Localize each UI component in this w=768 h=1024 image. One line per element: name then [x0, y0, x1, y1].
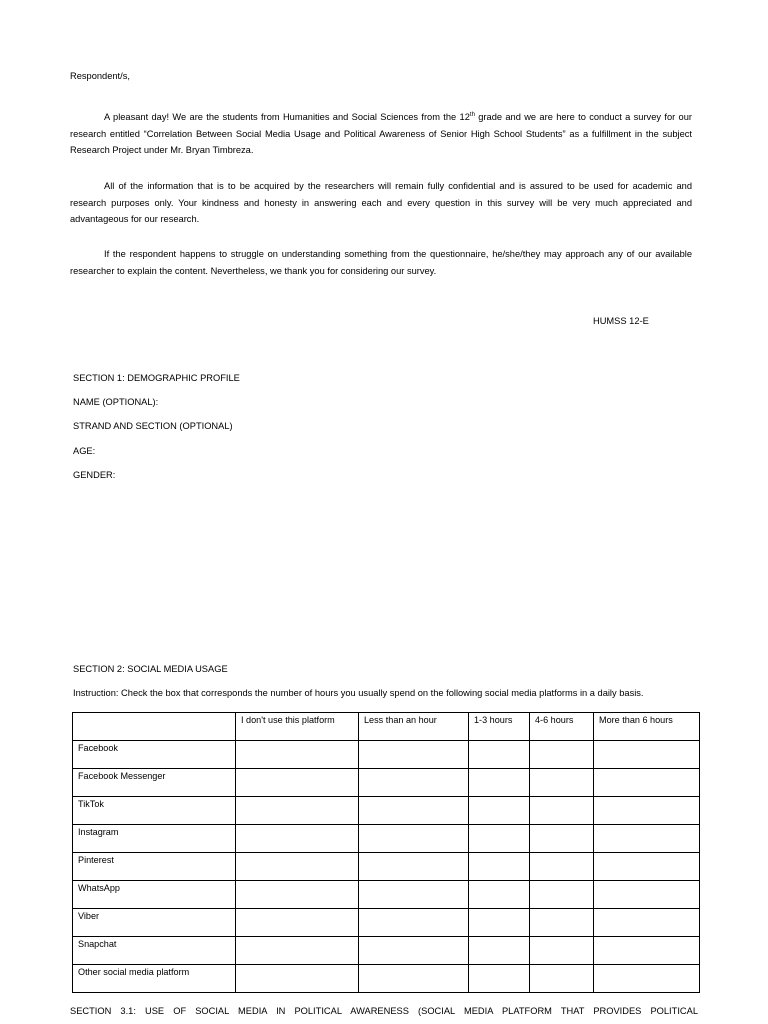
section2-title: SECTION 2: SOCIAL MEDIA USAGE: [73, 664, 228, 674]
platform-name: Facebook Messenger: [73, 769, 236, 797]
usage-checkbox-cell[interactable]: [530, 881, 594, 909]
intro-paragraph-text-cont: grade and we are here to conduct a survey for our research entitled “Correlation Between Social Media Usage and Political Awareness of Senior High School Students” as a fulfillment in the subject Research Project under Mr. Bryan Timbreza.: [70, 112, 692, 155]
section1-title: SECTION 1: DEMOGRAPHIC PROFILE: [73, 373, 240, 383]
hours-column-header: Less than an hour: [359, 713, 469, 741]
usage-checkbox-cell[interactable]: [530, 769, 594, 797]
usage-checkbox-cell[interactable]: [530, 853, 594, 881]
usage-checkbox-cell[interactable]: [594, 937, 700, 965]
table-row: [73, 881, 700, 909]
usage-checkbox-cell[interactable]: [594, 909, 700, 937]
usage-checkbox-cell[interactable]: [469, 909, 530, 937]
table-row: [73, 965, 700, 993]
usage-checkbox-cell[interactable]: [359, 853, 469, 881]
section2-instruction: Instruction: Check the box that corresponds the number of hours you usually spend on the following social media platforms in a daily basis.: [73, 688, 644, 698]
hours-column-header: 4-6 hours: [530, 713, 594, 741]
hours-column-header: More than 6 hours: [594, 713, 700, 741]
ordinal-superscript: th: [469, 111, 475, 118]
platform-column-header: [73, 713, 236, 741]
platform-name: Pinterest: [73, 853, 236, 881]
usage-checkbox-cell[interactable]: [530, 825, 594, 853]
demographic-field-label: STRAND AND SECTION (OPTIONAL): [73, 421, 233, 431]
salutation: Respondent/s,: [70, 71, 130, 81]
usage-checkbox-cell[interactable]: [469, 937, 530, 965]
usage-checkbox-cell[interactable]: [236, 741, 359, 769]
usage-checkbox-cell[interactable]: [469, 797, 530, 825]
usage-checkbox-cell[interactable]: [236, 881, 359, 909]
hours-column-header: 1-3 hours: [469, 713, 530, 741]
platform-name: Snapchat: [73, 937, 236, 965]
usage-table: [72, 712, 700, 993]
usage-checkbox-cell[interactable]: [530, 937, 594, 965]
usage-checkbox-cell[interactable]: [236, 909, 359, 937]
section3-title: SECTION 3.1: USE OF SOCIAL MEDIA IN POLITICAL AWARENESS (SOCIAL MEDIA PLATFORM THAT PROVIDES POLITICAL: [70, 1006, 698, 1016]
usage-checkbox-cell[interactable]: [594, 853, 700, 881]
usage-checkbox-cell[interactable]: [530, 741, 594, 769]
usage-checkbox-cell[interactable]: [236, 853, 359, 881]
usage-checkbox-cell[interactable]: [359, 825, 469, 853]
usage-checkbox-cell[interactable]: [236, 769, 359, 797]
table-row: [73, 741, 700, 769]
usage-checkbox-cell[interactable]: [359, 797, 469, 825]
usage-checkbox-cell[interactable]: [359, 909, 469, 937]
usage-checkbox-cell[interactable]: [359, 741, 469, 769]
usage-checkbox-cell[interactable]: [594, 881, 700, 909]
usage-checkbox-cell[interactable]: [530, 965, 594, 993]
usage-checkbox-cell[interactable]: [469, 853, 530, 881]
platform-name: Instagram: [73, 825, 236, 853]
table-row: [73, 909, 700, 937]
usage-checkbox-cell[interactable]: [530, 797, 594, 825]
usage-checkbox-cell[interactable]: [359, 769, 469, 797]
platform-name: Other social media platform: [73, 965, 236, 993]
signature: HUMSS 12-E: [593, 316, 649, 326]
usage-checkbox-cell[interactable]: [594, 797, 700, 825]
intro-paragraph: [70, 109, 692, 159]
table-row: [73, 853, 700, 881]
table-row: [73, 769, 700, 797]
platform-name: TikTok: [73, 797, 236, 825]
usage-checkbox-cell[interactable]: [530, 909, 594, 937]
confidentiality-paragraph: All of the information that is to be acquired by the researchers will remain fully confidential and is assured to be used for academic and research purposes only. Your kindness and honesty in answering each and every question in this survey will be very much appreciated and advantageous for our research.: [70, 181, 692, 224]
platform-name: WhatsApp: [73, 881, 236, 909]
demographic-field-label: AGE:: [73, 446, 96, 456]
usage-checkbox-cell[interactable]: [236, 825, 359, 853]
table-row: [73, 797, 700, 825]
intro-paragraph-text: A pleasant day! We are the students from Humanities and Social Sciences from the 12: [104, 112, 470, 122]
usage-checkbox-cell[interactable]: [236, 797, 359, 825]
usage-checkbox-cell[interactable]: [469, 769, 530, 797]
hours-column-header: I don't use this platform: [236, 713, 359, 741]
usage-checkbox-cell[interactable]: [359, 937, 469, 965]
demographic-field-label: GENDER:: [73, 470, 116, 480]
demographic-field-label: NAME (OPTIONAL):: [73, 397, 159, 407]
table-row: [73, 937, 700, 965]
usage-checkbox-cell[interactable]: [236, 965, 359, 993]
table-header-row: [73, 713, 700, 741]
platform-name: Viber: [73, 909, 236, 937]
usage-checkbox-cell[interactable]: [236, 937, 359, 965]
usage-checkbox-cell[interactable]: [594, 741, 700, 769]
usage-checkbox-cell[interactable]: [469, 741, 530, 769]
usage-checkbox-cell[interactable]: [594, 965, 700, 993]
usage-checkbox-cell[interactable]: [594, 825, 700, 853]
platform-name: Facebook: [73, 741, 236, 769]
usage-checkbox-cell[interactable]: [469, 825, 530, 853]
usage-checkbox-cell[interactable]: [359, 881, 469, 909]
usage-checkbox-cell[interactable]: [359, 965, 469, 993]
usage-checkbox-cell[interactable]: [469, 965, 530, 993]
table-row: [73, 825, 700, 853]
usage-checkbox-cell[interactable]: [594, 769, 700, 797]
assistance-paragraph: If the respondent happens to struggle on understanding something from the questionnaire, he/she/they may approach any of our available researcher to explain the content. Nevertheless, we thank you for considering our survey.: [70, 249, 692, 276]
usage-checkbox-cell[interactable]: [469, 881, 530, 909]
